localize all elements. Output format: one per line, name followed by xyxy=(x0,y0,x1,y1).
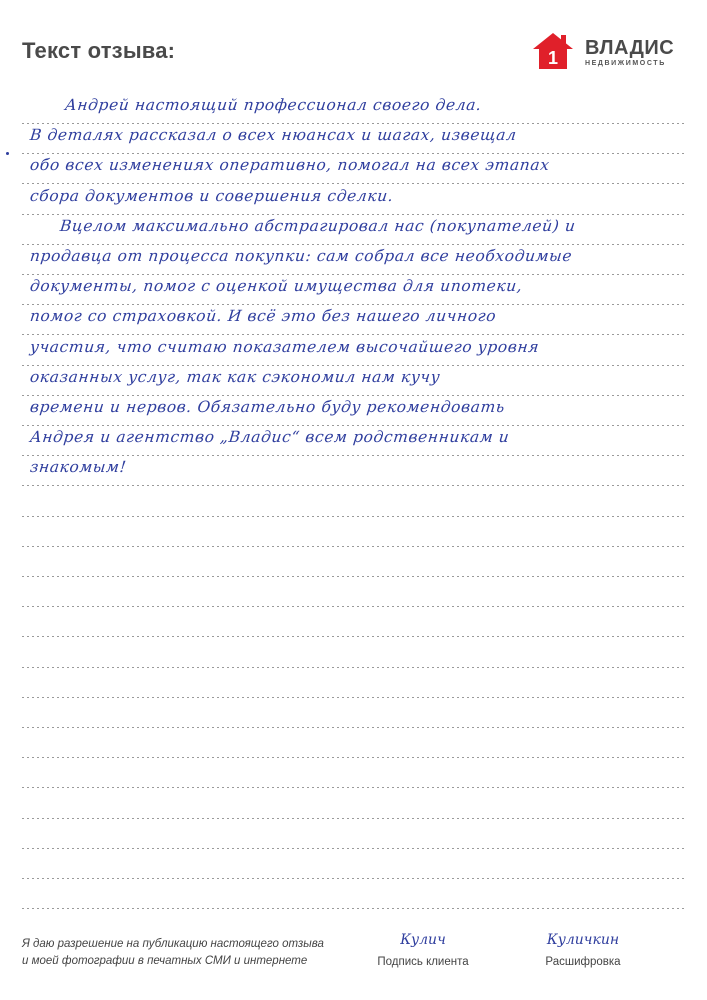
review-line: времени и нервов. Обязательно буду рекомендовать xyxy=(29,398,506,416)
logo-tagline: НЕДВИЖИМОСТЬ xyxy=(585,60,666,67)
name-decoding-label: Расшифровка xyxy=(545,956,621,968)
consent-line-1: Я даю разрешение на публикацию настоящего отзыва xyxy=(22,938,324,950)
review-line: Андрей настоящий профессионал своего дела. xyxy=(64,96,483,114)
client-signature-block xyxy=(368,926,478,968)
review-line: В деталях рассказал о всех нюансах и шагах, извещал xyxy=(29,126,518,145)
review-line: Вцелом максимально абстрагировал нас (покупателей) и xyxy=(59,216,577,235)
client-signature: Кулич xyxy=(400,932,446,948)
review-line: участия, что считаю показателем высочайшего уровня xyxy=(29,337,541,356)
review-line: сбора документов и совершения сделки. xyxy=(29,186,395,205)
client-name-handwritten: Куличкин xyxy=(546,932,620,948)
client-signature-label: Подпись клиента xyxy=(377,956,469,968)
review-line: знакомым! xyxy=(29,458,128,477)
consent-line-2: и моей фотографии в печатных СМИ и интернете xyxy=(22,955,308,967)
review-line: документы, помог с оценкой имущества для ипотеки, xyxy=(29,277,524,296)
review-line: Андрея и агентство „Владис“ всем родственникам и xyxy=(29,428,511,447)
ink-dot xyxy=(6,152,9,155)
page-title: Текст отзыва: xyxy=(22,38,176,63)
logo-brand-name: ВЛАДИС xyxy=(585,37,675,59)
review-line: помог со страховкой. И всё это без нашего личного xyxy=(29,307,498,326)
review-line: обо всех изменениях оперативно, помогал на всех этапах xyxy=(29,156,551,175)
consent-text xyxy=(22,936,352,970)
review-line: продавца от процесса покупки: сам собрал все необходимые xyxy=(29,247,574,265)
name-decoding-block xyxy=(518,926,648,968)
review-line: оказанных услуг, так как сэкономил нам кучу xyxy=(29,367,442,386)
logo-digit: 1 xyxy=(547,48,559,68)
